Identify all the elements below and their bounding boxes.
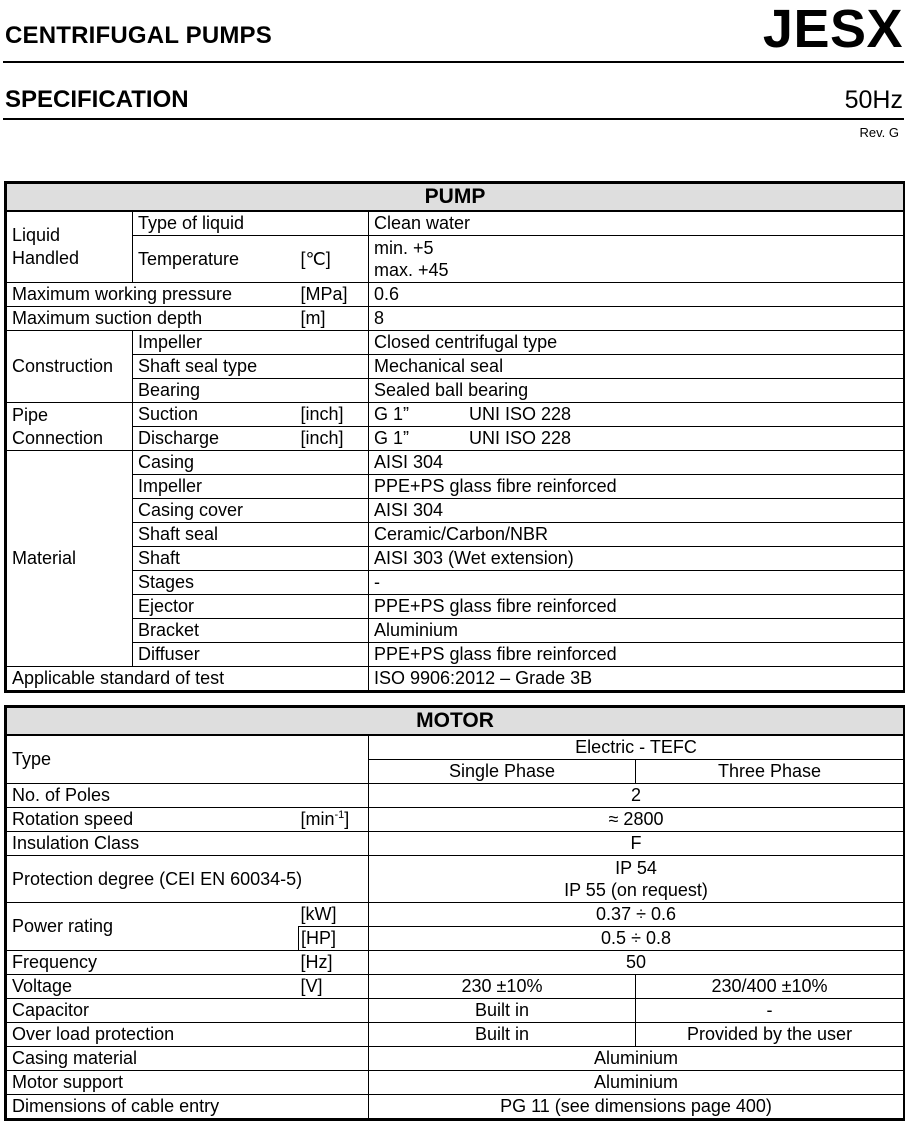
discharge-size: G 1” [374, 428, 410, 448]
cable-entry-label: Dimensions of cable entry [7, 1095, 369, 1119]
material-value: AISI 304 [369, 499, 904, 523]
material-part: Shaft seal [133, 523, 369, 547]
material-part: Shaft [133, 547, 369, 571]
material-value: PPE+PS glass fibre reinforced [369, 595, 904, 619]
material-value: PPE+PS glass fibre reinforced [369, 643, 904, 667]
overload-three-phase: Provided by the user [636, 1023, 904, 1047]
material-value: Aluminium [369, 619, 904, 643]
protection-degree-optional: IP 55 (on request) [564, 880, 708, 900]
capacitor-three-phase: - [636, 999, 904, 1023]
section-divider [3, 118, 904, 120]
bearing-label: Bearing [133, 379, 369, 403]
three-phase-header: Three Phase [636, 760, 904, 784]
frequency-label: 50Hz [844, 86, 903, 114]
voltage-single-phase: 230 ±10% [369, 975, 636, 999]
discharge-unit: [inch] [299, 427, 369, 451]
revision-label: Rev. G [859, 125, 899, 140]
power-value-hp: 0.5 ÷ 0.8 [369, 927, 904, 951]
suction-size: G 1” [374, 404, 410, 424]
impeller-type-value: Closed centrifugal type [369, 331, 904, 355]
voltage-unit: [V] [299, 975, 369, 999]
max-pressure-unit: [MPa] [299, 283, 369, 307]
impeller-type-label: Impeller [133, 331, 369, 355]
test-standard-label: Applicable standard of test [7, 667, 369, 691]
temperature-min: min. +5 [374, 238, 434, 258]
casing-material-label: Casing material [7, 1047, 369, 1071]
model-name: JESX [762, 0, 903, 59]
material-part: Ejector [133, 595, 369, 619]
suction-label: Suction [133, 403, 299, 427]
test-standard-value: ISO 9906:2012 – Grade 3B [369, 667, 904, 691]
construction-group: Construction [7, 331, 133, 403]
protection-degree-standard: IP 54 [615, 858, 657, 878]
power-value-kw: 0.37 ÷ 0.6 [369, 903, 904, 927]
discharge-value [369, 427, 904, 451]
temperature-max: max. +45 [374, 260, 449, 280]
liquid-handled-group: Liquid Handled [7, 211, 133, 283]
pipe-connection-group: Pipe Connection [7, 403, 133, 451]
poles-label: No. of Poles [7, 784, 369, 808]
material-value: AISI 304 [369, 451, 904, 475]
section-title: SPECIFICATION [5, 86, 189, 113]
material-value: AISI 303 (Wet extension) [369, 547, 904, 571]
type-of-liquid-value: Clean water [369, 211, 904, 236]
document-category: CENTRIFUGAL PUMPS [5, 22, 272, 49]
max-pressure-value: 0.6 [369, 283, 904, 307]
max-suction-unit: [m] [299, 307, 369, 331]
frequency-label-row: Frequency [7, 951, 299, 975]
frequency-unit: [Hz] [299, 951, 369, 975]
temperature-label: Temperature [133, 236, 299, 283]
cable-entry-value: PG 11 (see dimensions page 400) [369, 1095, 904, 1119]
suction-value [369, 403, 904, 427]
material-part: Diffuser [133, 643, 369, 667]
protection-degree-value [369, 856, 904, 903]
suction-unit: [inch] [299, 403, 369, 427]
voltage-label: Voltage [7, 975, 299, 999]
insulation-class-label: Insulation Class [7, 832, 369, 856]
temperature-unit: [℃] [299, 236, 369, 283]
material-part: Impeller [133, 475, 369, 499]
power-unit-hp: [HP] [299, 927, 369, 951]
power-rating-label: Power rating [7, 903, 299, 951]
shaft-seal-type-value: Mechanical seal [369, 355, 904, 379]
protection-degree-label: Protection degree (CEI EN 60034-5) [7, 856, 369, 903]
material-group: Material [7, 451, 133, 667]
material-part: Bracket [133, 619, 369, 643]
discharge-standard: UNI ISO 228 [469, 428, 572, 448]
motor-type-label: Type [7, 735, 369, 784]
pump-table-title: PUMP [7, 184, 904, 212]
max-suction-label: Maximum suction depth [7, 307, 299, 331]
rotation-speed-unit: $[\min^{-1}]$ [299, 808, 369, 832]
header-divider [3, 61, 904, 63]
bearing-value: Sealed ball bearing [369, 379, 904, 403]
max-pressure-label: Maximum working pressure [7, 283, 299, 307]
voltage-three-phase: 230/400 ±10% [636, 975, 904, 999]
power-unit-kw: [kW] [299, 903, 369, 927]
max-suction-value: 8 [369, 307, 904, 331]
material-part: Casing [133, 451, 369, 475]
material-value: - [369, 571, 904, 595]
discharge-label: Discharge [133, 427, 299, 451]
suction-standard: UNI ISO 228 [469, 404, 572, 424]
material-part: Casing cover [133, 499, 369, 523]
overload-single-phase: Built in [369, 1023, 636, 1047]
motor-support-value: Aluminium [369, 1071, 904, 1095]
motor-table-title: MOTOR [7, 708, 904, 736]
insulation-class-value: F [369, 832, 904, 856]
motor-type-value: Electric - TEFC [369, 735, 904, 760]
capacitor-single-phase: Built in [369, 999, 636, 1023]
capacitor-label: Capacitor [7, 999, 369, 1023]
pump-spec-table [4, 181, 905, 693]
material-value: Ceramic/Carbon/NBR [369, 523, 904, 547]
rotation-speed-label: Rotation speed [7, 808, 299, 832]
temperature-value [369, 236, 904, 283]
casing-material-value: Aluminium [369, 1047, 904, 1071]
frequency-value: 50 [369, 951, 904, 975]
rotation-speed-value: ≈ 2800 [369, 808, 904, 832]
shaft-seal-type-label: Shaft seal type [133, 355, 369, 379]
overload-protection-label: Over load protection [7, 1023, 369, 1047]
poles-value: 2 [369, 784, 904, 808]
single-phase-header: Single Phase [369, 760, 636, 784]
material-value: PPE+PS glass fibre reinforced [369, 475, 904, 499]
motor-spec-table [4, 705, 905, 1121]
motor-support-label: Motor support [7, 1071, 369, 1095]
type-of-liquid-label: Type of liquid [133, 211, 369, 236]
material-part: Stages [133, 571, 369, 595]
